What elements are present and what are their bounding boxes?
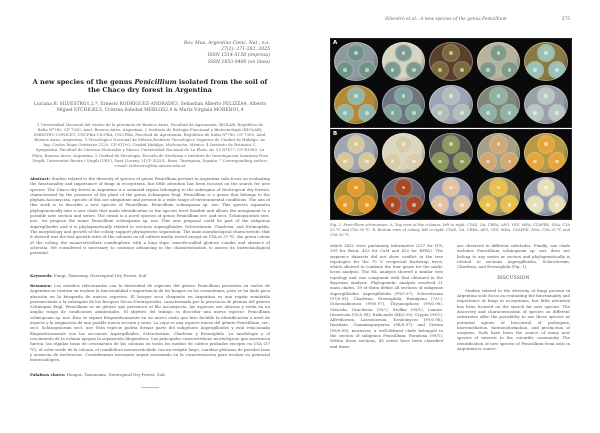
fungal-colony [394,135,412,154]
fungal-colony [347,87,365,106]
fungal-colony [526,104,544,123]
fungal-colony [431,61,449,80]
plate-grid [333,41,569,125]
culture-plate [477,85,521,124]
culture-plate [524,133,568,173]
fungal-colony [336,152,354,171]
figure-caption [330,223,570,238]
fungal-colony [453,195,471,214]
fungal-colony [548,195,566,214]
culture-plate [382,177,426,217]
fungal-colony [431,152,449,171]
culture-plate [524,42,568,81]
abstract [30,176,270,255]
fungal-colony [405,104,423,123]
culture-plate [477,177,521,217]
journal-line: ISSN 1514-5158 (impresa) [207,53,270,59]
right-page [300,0,600,433]
palabras-text: Hongos, Taxonomía, Neotropical Dry Forest, Soil. [65,372,166,377]
fungal-colony [442,87,460,106]
fungal-colony [383,61,401,80]
fungal-colony [383,152,401,171]
culture-plate [334,42,378,81]
fungal-colony [405,152,423,171]
palabras-claves [30,372,270,377]
resumen [30,283,270,362]
title-part: A new species of the genus [32,78,135,86]
culture-plate [334,133,378,173]
fungal-colony [500,195,518,214]
fungal-colony [489,178,507,197]
figure-panel-b [330,129,572,220]
fungal-colony [526,195,544,214]
caption-prefix: Fig. 2. [330,223,344,227]
culture-plate [334,85,378,124]
author-list: Luciana B. SILVESTRO1,2,*, Ernesto RODRÍGUEZ-ANDRADE3, Sebastian Alberto PELIZZA4, Alberto Miguel STCHIGEL5, Cristina Soledad MERLOS2,4 & María Virginia MORENO1,4 [33,102,267,113]
fungal-colony [453,61,471,80]
fungal-colony [383,195,401,214]
fungal-colony [394,44,412,63]
fungal-colony [336,61,354,80]
title-part: isolated from the soil of the Chaco dry forest in Argentina [88,78,268,95]
article-title [30,78,270,94]
fungal-colony [442,44,460,63]
culture-plate [382,42,426,81]
keywords-label: Keywords: [30,273,53,278]
fungal-colony [526,61,544,80]
affiliations: 1 Universidad Nacional del centro de la provincia de Buenos Aires, Facultad de Agronomía, BIOLAB, República de Italia Nº780, CP 7300, Azul, Buenos Aires, Argentina. 2 Instituto de Biología Funcional y Biotecnología (BIOLAB), INBIOTEC-CONICET, UNCPBA-CICPBA, UNCPBA, Facultad de Agronomía, República de Italia Nº780, CP 7300, Azul, Buenos Aires, Argentina. 3 Tecnológico Nacional de México/Instituto Tecnológico Superior de Ciudad de Hidalgo, Av. Ing. Carlos Rojas Gutiérrez 2120, CP 61100, Ciudad Hidalgo, Michoacán, México. 4 Instituto de Botánica C. Spegazzini, Facultad de Ciencias Naturales y Museo Universidad Nacional de La Plata, Av. 53 Nº477, CP B1900, La Plata, Buenos Aires, Argentina. 5 Unidad de Micología, Escuela de Medicina e Instituto de Investigación Sanitaria Pere Virgili, Universitat Rovira i Virgili (URV), Sant Llorenç 21CP 43201, Reus, Tarragona, España. * Corresponding author: e-mail: lsilvestro@faa.unicen.edu.ar [32,122,268,168]
fungal-colony [548,61,566,80]
fungal-colony [489,87,507,106]
fungal-colony [394,87,412,106]
discussion-paragraph: Studies related to the diversity of fungi present in Argentina soils focus on evaluating the functionality and importance of fungi in ecosystems, but little attention has been focused on the search for new species. The discovery and characterization of species on different substrates offer the possibility to use these species as potential agents of biocontrol of pathogens, bioremediation, biotransformation, and production of enzymes. Soils have been the source of many new species of interest to the scientific community. The identification of new species of Penicillium from soils in Argentina is scarce. [457,287,570,352]
fungal-colony [537,44,555,63]
culture-plate [429,85,473,124]
fungal-colony [479,195,497,214]
fungal-colony [479,104,497,123]
fungal-colony [479,152,497,171]
fungal-colony [479,61,497,80]
journal-line: 27(2): 271-282, 2025 [220,47,270,53]
fungal-colony [500,104,518,123]
fungal-colony [336,195,354,214]
keywords [30,273,270,278]
section-divider [141,387,159,388]
journal-line: Rev. Mus. Argentino Cienc. Nat., n.s. [183,41,270,46]
journal-info [184,41,270,66]
results-paragraph: are observed in different subclades. Finally, one clade includes Penicillium schinopsum sp. nov. does not belong to any series or section and phylogenetically is related to sections Aspergilloides, Sclerotiorum, Charlesia, and Eremophila (Fig. 1). [457,243,570,270]
fungal-colony [383,104,401,123]
fungal-colony [405,61,423,80]
fungal-colony [358,195,376,214]
keywords-text: Fungi, Taxonomy, Neotropical Dry Forest, Soil. [52,273,148,278]
fungal-colony [548,104,566,123]
fungal-colony [347,135,365,154]
culture-plate [429,42,473,81]
fungal-colony [548,152,566,171]
resumen-label: Resumen: [30,283,52,288]
fungal-colony [347,44,365,63]
culture-plate [382,85,426,124]
fungal-colony [489,44,507,63]
fungal-colony [336,104,354,123]
fungal-colony [537,178,555,197]
culture-plate [477,42,521,81]
fungal-colony [526,152,544,171]
fungal-colony [537,135,555,154]
fungal-colony [489,135,507,154]
abstract-label: Abstract: [30,176,51,181]
fungal-colony [358,104,376,123]
culture-plate [429,177,473,217]
fungal-colony [394,178,412,197]
culture-plate [334,177,378,217]
panel-label: B [333,131,338,137]
title-genus: Penicillium [134,78,177,86]
fungal-colony [405,195,423,214]
fungal-colony [358,61,376,80]
body-column-left: which 1402 were parsimony informative (237 for ITS, 309 for BenA, 423 for CaM and 433 for RPB2). The sequence datasets did not show conflict in the tree topologies for the 70 % reciprocal bootstrap trees, which allowed to combine the four genes for the multi-locus analysis. The ML analysis showed a similar tree topology and was congruent with that obtained in the Bayesian analysis. Phylogenetic analysis resolved 21 main clades, 19 of them define all sections of subgenus Aspergilloides: Aspergilloides (99/0.97), Sclerotiorum (97/0.95), Charlesia, Eremophila, Ramigena (73/-), Ochrosalmonea (99/0.97), Thysanophora (99/0.98), Griseola, Gracilenta (95/-), Stolkia (99/1), Lanata-Divaricata (92/0.98), Exilicaulis (84/0.95), Crypta (99/1), Alfrediorum, Lasseniorum, Torulomyces (99/0.98), Inusitata, Cinnamopurpurea (98/0.97), and Citrina (99/0.99), moreover, a well-defined clade belonged to the section of subgenus Penicillium: Paradoxa (99/1). Within these sections, 43 series have been classified and these [330,243,443,349]
discussion-heading: DISCUSSION [497,276,530,282]
figure-panel-a [330,38,572,128]
fungal-colony [431,195,449,214]
fungal-colony [537,87,555,106]
running-head: Silvestro et al.: A new species of the genus Penicillium [385,17,507,22]
culture-plate [429,133,473,173]
culture-plate [524,85,568,124]
culture-plate [477,133,521,173]
fungal-colony [453,104,471,123]
fungal-colony [442,135,460,154]
resumen-text: Los estudios relacionados con la diversidad de especies del género Penicillium presentes en suelos de Argentina se centran en evaluar la funcionalidad e importancia de los hongos en los ecosistemas, pero se ha dado poca atención en la búsqueda de nuevas especies. El bosque seco chaqueño en Argentina es una región semiárida perteneciente a la subregión de los Bosques Secos Neotropicales, caracterizada por la presencia de plantas del género Schinopsis Engl. Penicillium es un género que pertenece al filo Ascomycota, las especies son ubicuas y están en un amplio rango de condiciones ambientales. El objetivo del trabajo es describir una nueva especie: Penicillium schinopsum sp. nov. Ésta se separa filogenéticamente en un nuevo clado que hizo factible la identificación a nivel de especie y la asignación de una posible nueva sección y serie. La cepa es una especie nueva del género Penicillium, ser., sect. Schinopsiorum sect. nov. Esta especie podría formar parte del subgénero Aspergilloides y está relacionada filogenéticamente con las secciones Aspergilloides, Sclerotiorum, Charlesia y Eremophila. La morfología y el crecimiento de la colonia apoyan la separación filogenética. Las principales características morfológicas que mostraron fueron: las rápidas tasas de crecimiento de las colonias en todos los medios de cultivo probados excepto en CYA (37 ºC), el color verde de la colonia, el conidióforo monoverticilado con un estípite largo, conidias globosas de paredes lisas y ausencia de esclerocios. Consideramos necesario seguir avanzando en la caracterización para evaluar su potencial biotecnológico. [30,283,271,363]
caption-text: . A. Top view of the colonies, left to right, CYAS, OA, CREA, APG, YES, MEA, CZAPEK, SNA, CYA 25 ºC and CYA 30 ºC. B. Bottom view of colony, left to right: CYAS, OA, CREA, APG, YES, MEA, CZAPEK, SNA, CYA 25 ºC and CYA 30 ºC. [330,223,571,237]
fungal-colony [453,152,471,171]
fungal-colony [431,104,449,123]
palabras-label: Palabras claves: [30,372,66,377]
culture-plate [524,177,568,217]
culture-plate [382,133,426,173]
fungal-colony [347,178,365,197]
journal-line: ISSN 1853-0400 (en línea) [208,59,270,65]
fungal-colony [358,152,376,171]
page-number: 275 [561,17,570,22]
caption-species: Penicillium schinopsum [343,223,388,227]
fungal-colony [442,178,460,197]
abstract-text: Studies related to the diversity of species of genus Penicillium present in Argentina soils focus on evaluating the functionality and importance of fungi in ecosystems, but little attention has been focused on the search for new species. The Chaco dry forest in Argentina is a semiarid region belonging to the subregion of Neotropical dry forests, characterized by the presence of the plant of the genus Schinopsis Engl. Penicillium is a genus that belongs to the phylum Ascomycota, species of this are ubiquitous and present in a wide range of environmental conditions. The aim of this work is to describe a new species of Penicillium, Penicillium schinopsum sp. nov. This species separates phylogenetically into a new clade that made identification to the species level feasible and allows the assignment to a possible new section and series. The strain is a novel species of genus Penicillium ser. and sect. Schinopsiorum sect. nov., we propose the name Penicillium schinopsum sp. nov. This new proposal could be part of the subgenus Aspergilloides and it is phylogenetically related to sections Aspergilloides, Sclerotiorum, Charlesia, and Eremophila. The morphology and growth of the colony support phylogenetic separation. The main morphological characteristic that it showed was the fast growth rates of the colonies on all culture media tested except on CYA at 37 ºC, the green colour of the colony, the monoverticillate conidiophore with a long stipe, smooth-walled globose conidia and absence of sclerotia. We considered it necessary to continue advancing in the characterization to assess its biotechnological potential. [30,176,270,256]
body-column-right [457,243,570,351]
fungal-colony [500,61,518,80]
plate-grid [333,132,569,217]
fungal-colony [500,152,518,171]
panel-label: A [333,40,338,46]
